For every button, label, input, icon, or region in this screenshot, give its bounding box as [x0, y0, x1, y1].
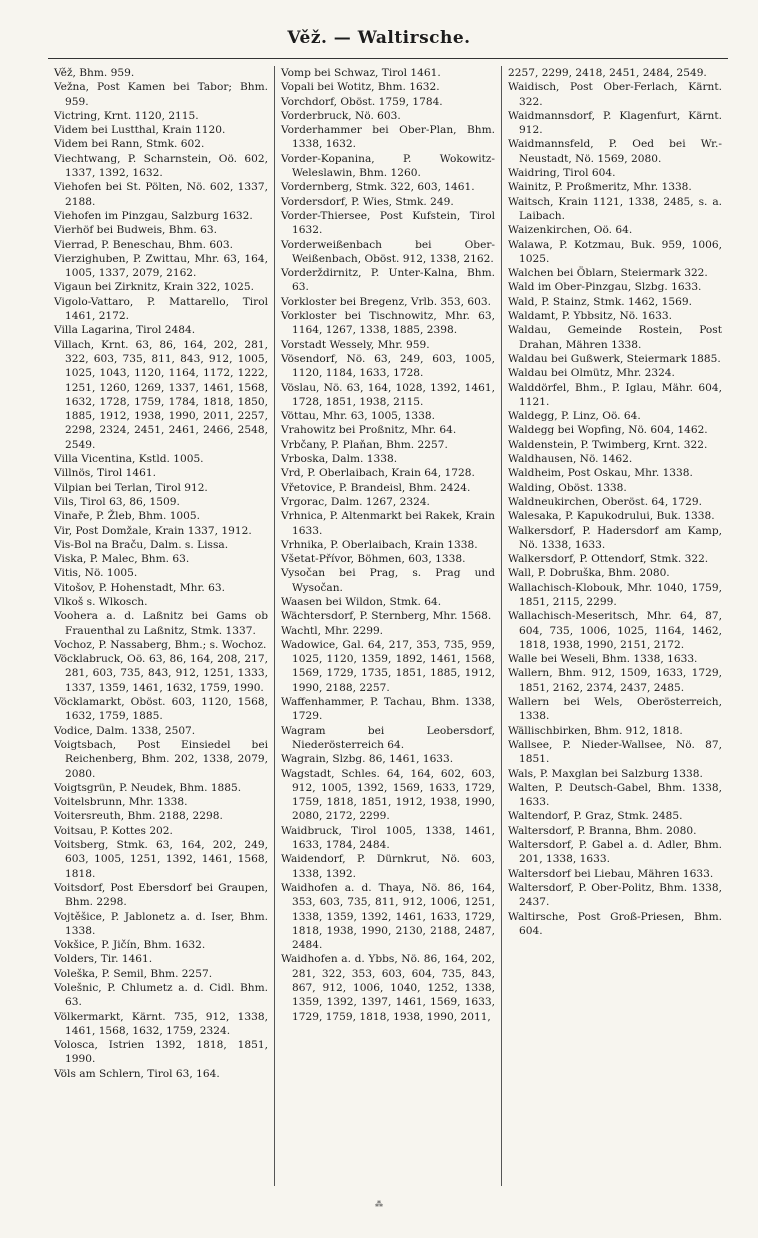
- index-entry: Wals, P. Maxglan bei Salzburg 1338.: [508, 767, 703, 780]
- index-entry: Vöcklamarkt, Oböst. 603, 1120, 1568, 1632, 1759, 1885.: [54, 696, 268, 723]
- index-entry: Walesaka, P. Kapukodrului, Buk. 1338.: [508, 510, 715, 523]
- index-entry: Waidring, Tirol 604.: [508, 167, 616, 180]
- index-entry: Villa Lagarina, Tirol 2484.: [54, 324, 196, 337]
- index-entry: Waidhofen a. d. Ybbs, Nö. 86, 164, 202, 281, 322, 353, 603, 604, 735, 843, 867, 912, 1006, 1040, 1252, 1338, 1359, 1392, 1397, 1461, 1569, 1633, 1729, 1759, 1818, 1938, 1990, 2011,: [281, 953, 495, 1023]
- index-entry: Vrd, P. Oberlaibach, Krain 64, 1728.: [281, 467, 475, 480]
- index-entry: Vöslau, Nö. 63, 164, 1028, 1392, 1461, 1728, 1851, 1938, 2115.: [281, 381, 495, 408]
- index-entry: Walawa, P. Kotzmau, Buk. 959, 1006, 1025.: [508, 238, 722, 265]
- index-entry: Walkersdorf, P. Ottendorf, Stmk. 322.: [508, 553, 709, 566]
- index-entry: Walddörfel, Bhm., P. Iglau, Mähr. 604, 1121.: [508, 381, 722, 408]
- index-entry: Wagram bei Leobersdorf, Niederösterreich 64.: [281, 724, 495, 751]
- index-entry: Vierzighuben, P. Zwittau, Mhr. 63, 164, 1005, 1337, 2079, 2162.: [54, 252, 268, 280]
- index-entry: Walding, Oböst. 1338.: [508, 481, 627, 494]
- index-entry: Waidmannsfeld, P. Oed bei Wr.-Neustadt, Nö. 1569, 2080.: [508, 138, 722, 165]
- index-entry: Wächtersdorf, P. Sternberg, Mhr. 1568.: [281, 610, 492, 623]
- index-entry: Waldau, Gemeinde Rostein, Post Drahan, Mähren 1338.: [508, 324, 722, 351]
- index-entry: Wallern bei Wels, Oberösterreich, 1338.: [508, 696, 722, 723]
- index-entry: Wällischbirken, Bhm. 912, 1818.: [508, 724, 683, 737]
- index-entry: Waltersdorf bei Liebau, Mähren 1633.: [508, 867, 714, 880]
- index-entry: Waldheim, Post Oskau, Mhr. 1338.: [508, 467, 693, 480]
- index-entry: Vöttau, Mhr. 63, 1005, 1338.: [281, 410, 435, 423]
- index-entry: Waldhausen, Nö. 1462.: [508, 453, 633, 466]
- index-entry: Waltersdorf, P. Ober-Politz, Bhm. 1338, 2437.: [508, 881, 722, 909]
- index-entry: Vrgorac, Dalm. 1267, 2324.: [281, 495, 430, 508]
- index-entry: Wachtl, Mhr. 2299.: [281, 624, 384, 637]
- index-entry: Waldau bei Gußwerk, Steiermark 1885.: [508, 352, 721, 365]
- index-entry: Vils, Tirol 63, 86, 1509.: [54, 495, 180, 508]
- index-entry: Vorder-Kopanina, P. Wokowitz-Weleslawin, Bhm. 1260.: [281, 152, 495, 180]
- index-entry: Waldamt, P. Ybbsitz, Nö. 1633.: [508, 310, 672, 323]
- index-entry: Waltersdorf, P. Gabel a. d. Adler, Bhm. 201, 1338, 1633.: [508, 839, 722, 866]
- index-entry: Vösendorf, Nö. 63, 249, 603, 1005, 1120, 1184, 1633, 1728.: [281, 352, 495, 380]
- index-entry: Waldegg bei Wopfing, Nö. 604, 1462.: [508, 424, 708, 437]
- index-entry: Wallern, Bhm. 912, 1509, 1633, 1729, 1851, 2162, 2374, 2437, 2485.: [508, 667, 722, 694]
- index-entry: Vorchdorf, Oböst. 1759, 1784.: [281, 95, 443, 108]
- index-entry: Vorderhammer bei Ober-Plan, Bhm. 1338, 1632.: [281, 124, 495, 151]
- index-entry: Vrhnika, P. Oberlaibach, Krain 1338.: [281, 538, 478, 551]
- index-entry: Viechtwang, P. Scharnstein, Oö. 602, 1337, 1392, 1632.: [54, 152, 268, 180]
- index-entry: Waidendorf, P. Dürnkrut, Nö. 603, 1338, 1392.: [281, 853, 495, 880]
- index-entry: Vorstadt Wessely, Mhr. 959.: [281, 338, 430, 351]
- index-entry: Vis-Bol na Braču, Dalm. s. Lissa.: [54, 538, 229, 551]
- index-entry: Vrhnica, P. Altenmarkt bei Rakek, Krain 1633.: [281, 510, 495, 537]
- index-entry: Vorderždirnitz, P. Unter-Kalna, Bhm. 63.: [281, 267, 495, 294]
- index-entry: Vežna, Post Kamen bei Tabor; Bhm. 959.: [54, 81, 268, 108]
- index-entry: Wald im Ober-Pinzgau, Slzbg. 1633.: [508, 281, 702, 294]
- index-entry: Vomp bei Schwaz, Tirol 1461.: [281, 67, 441, 79]
- column-middle: [274, 66, 501, 1186]
- index-entry: Waidbruck, Tirol 1005, 1338, 1461, 1633, 1784, 2484.: [281, 824, 495, 852]
- index-entry: Viehofen im Pinzgau, Salzburg 1632.: [54, 209, 253, 222]
- index-entry: Vysočan bei Prag, s. Prag und Wysočan.: [281, 567, 495, 594]
- index-entry: Vorderbruck, Nö. 603.: [281, 109, 401, 122]
- index-entry: Vorder-Thiersee, Post Kufstein, Tirol 1632.: [281, 209, 495, 237]
- index-entry: Waidhofen a. d. Thaya, Nö. 86, 164, 353, 603, 735, 811, 912, 1006, 1251, 1338, 1359, 1392, 1461, 1633, 1729, 1818, 1938, 1990, 2130, 2188, 2487, 2484.: [281, 881, 495, 952]
- index-entry: Walchen bei Öblarn, Steiermark 322.: [508, 267, 708, 280]
- index-entry: Vrbčany, P. Plaňan, Bhm. 2257.: [281, 438, 448, 451]
- column-right: [501, 66, 728, 1186]
- index-entry: Voitersreuth, Bhm. 2188, 2298.: [54, 810, 223, 823]
- index-entry: Waidisch, Post Ober-Ferlach, Kärnt. 322.: [508, 81, 722, 108]
- index-entry: Vlkoš s. Wlkosch.: [54, 595, 148, 608]
- index-entry: Wald, P. Stainz, Stmk. 1462, 1569.: [508, 295, 692, 308]
- index-entry: Walle bei Weseli, Bhm. 1338, 1633.: [508, 653, 698, 666]
- index-entry: Vodice, Dalm. 1338, 2507.: [54, 724, 196, 737]
- index-entry: Waldau bei Olmütz, Mhr. 2324.: [508, 367, 675, 380]
- page-header: Věž. — Waltirsche.: [287, 28, 471, 48]
- index-entry: Vřetovice, P. Brandeisl, Bhm. 2424.: [281, 481, 471, 494]
- index-entry: Volešnic, P. Chlumetz a. d. Cidl. Bhm. 63.: [54, 982, 268, 1009]
- index-entry: Vigolo-Vattaro, P. Mattarello, Tirol 1461, 2172.: [54, 295, 268, 323]
- index-entry: Wallachisch-Meseritsch, Mhr. 64, 87, 604, 735, 1006, 1025, 1164, 1462, 1818, 1938, 1990, 2151, 2172.: [508, 610, 722, 651]
- index-entry: Wall, P. Dobruška, Bhm. 2080.: [508, 567, 670, 580]
- footer-mark: ⁂: [375, 1200, 383, 1209]
- index-columns: [48, 66, 728, 1186]
- index-entry: Waldegg, P. Linz, Oö. 64.: [508, 410, 641, 423]
- index-entry: Volosca, Istrien 1392, 1818, 1851, 1990.: [54, 1039, 268, 1066]
- index-entry: Vierrad, P. Beneschau, Bhm. 603.: [54, 238, 233, 251]
- index-entry: Vojtěšice, P. Jablonetz a. d. Iser, Bhm. 1338.: [54, 910, 268, 937]
- index-entry: Vorkloster bei Bregenz, Vrlb. 353, 603.: [281, 295, 491, 308]
- index-entry: Waidmannsdorf, P. Klagenfurt, Kärnt. 912.: [508, 109, 722, 137]
- index-entry: Villach, Krnt. 63, 86, 164, 202, 281, 322, 603, 735, 811, 843, 912, 1005, 1025, 1043, 1120, 1164, 1172, 1222, 1251, 1260, 1269, 1337, 1461, 1568, 1632, 1728, 1759, 1784, 1818, 1850, 1885, 1912, 1938, 1990, 2011, 2257, 2298, 2324, 2451, 2461, 2466, 2548, 2549.: [54, 338, 268, 451]
- index-entry: Walten, P. Deutsch-Gabel, Bhm. 1338, 1633.: [508, 781, 722, 809]
- index-entry: Vrahowitz bei Proßnitz, Mhr. 64.: [281, 424, 457, 437]
- index-entry: Videm bei Rann, Stmk. 602.: [54, 138, 205, 151]
- index-entry: Waltersdorf, P. Branna, Bhm. 2080.: [508, 824, 697, 837]
- index-entry: Vorderweißenbach bei Ober-Weißenbach, Oböst. 912, 1338, 2162.: [281, 238, 495, 265]
- index-entry: Vinaře, P. Žleb, Bhm. 1005.: [54, 510, 201, 523]
- index-entry: Wagstadt, Schles. 64, 164, 602, 603, 912, 1005, 1392, 1569, 1633, 1729, 1759, 1818, 1851, 1912, 1938, 1990, 2080, 2172, 2299.: [281, 767, 495, 823]
- index-entry: Vigaun bei Zirknitz, Krain 322, 1025.: [54, 281, 254, 294]
- index-entry: Vitis, Nö. 1005.: [54, 567, 138, 580]
- index-entry: Wadowice, Gal. 64, 217, 353, 735, 959, 1025, 1120, 1359, 1892, 1461, 1568, 1569, 1729, 1735, 1851, 1885, 1912, 1990, 2188, 2257.: [281, 638, 495, 694]
- index-entry: Voleška, P. Semil, Bhm. 2257.: [54, 967, 213, 980]
- index-entry: Voitsberg, Stmk. 63, 164, 202, 249, 603, 1005, 1251, 1392, 1461, 1568, 1818.: [54, 839, 268, 880]
- index-entry: Wainitz, P. Proßmeritz, Mhr. 1338.: [508, 181, 692, 194]
- header-rule: [48, 58, 728, 59]
- index-entry: Vir, Post Domžale, Krain 1337, 1912.: [54, 524, 252, 537]
- index-entry: Voitelsbrunn, Mhr. 1338.: [54, 796, 188, 809]
- index-entry: Věž, Bhm. 959.: [54, 67, 135, 79]
- index-entry: Vöcklabruck, Oö. 63, 86, 164, 208, 217, 281, 603, 735, 843, 912, 1251, 1333, 1337, 1359, 1461, 1632, 1759, 1990.: [54, 653, 268, 694]
- index-entry: Vopali bei Wotitz, Bhm. 1632.: [281, 81, 440, 94]
- index-entry: Vokšice, P. Jičín, Bhm. 1632.: [54, 939, 206, 952]
- index-entry: Viehofen bei St. Pölten, Nö. 602, 1337, 2188.: [54, 181, 268, 208]
- index-entry: Völkermarkt, Kärnt. 735, 912, 1338, 1461, 1568, 1632, 1759, 2324.: [54, 1010, 268, 1037]
- index-entry: Waasen bei Wildon, Stmk. 64.: [281, 595, 442, 608]
- index-entry: Voitsdorf, Post Ebersdorf bei Graupen, Bhm. 2298.: [54, 881, 268, 909]
- index-entry: Waltendorf, P. Graz, Stmk. 2485.: [508, 810, 683, 823]
- index-entry: Vrboska, Dalm. 1338.: [281, 453, 398, 466]
- index-entry: Všetat-Přívor, Böhmen, 603, 1338.: [281, 553, 466, 566]
- index-entry: Villnös, Tirol 1461.: [54, 467, 156, 480]
- index-entry: Waizenkirchen, Oö. 64.: [508, 224, 633, 237]
- index-entry: Waldneukirchen, Oberöst. 64, 1729.: [508, 495, 702, 508]
- index-entry: Volders, Tir. 1461.: [54, 953, 153, 966]
- index-entry: Vorkloster bei Tischnowitz, Mhr. 63, 1164, 1267, 1338, 1885, 2398.: [281, 310, 495, 337]
- index-entry: Voohera a. d. Laßnitz bei Gams ob Frauenthal zu Laßnitz, Stmk. 1337.: [54, 610, 268, 637]
- index-entry: Vordersdorf, P. Wies, Stmk. 249.: [281, 195, 454, 208]
- index-entry: Waldenstein, P. Twimberg, Krnt. 322.: [508, 438, 708, 451]
- index-entry: Voigtsgrün, P. Neudek, Bhm. 1885.: [54, 781, 242, 794]
- index-entry: Vordernberg, Stmk. 322, 603, 1461.: [281, 181, 475, 194]
- index-entry: Vitošov, P. Hohenstadt, Mhr. 63.: [54, 581, 225, 594]
- index-entry: Vochoz, P. Nassaberg, Bhm.; s. Wochoz.: [54, 638, 267, 651]
- index-entry: Vierhöf bei Budweis, Bhm. 63.: [54, 224, 218, 237]
- index-entry: Waffenhammer, P. Tachau, Bhm. 1338, 1729.: [281, 696, 495, 723]
- index-entry: Waitsch, Krain 1121, 1338, 2485, s. a. Laibach.: [508, 195, 722, 222]
- index-entry: Wagrain, Slzbg. 86, 1461, 1633.: [281, 753, 454, 766]
- index-entry: Victring, Krnt. 1120, 2115.: [54, 109, 199, 122]
- index-entry: Wallsee, P. Nieder-Wallsee, Nö. 87, 1851.: [508, 738, 722, 766]
- index-entry: Walkersdorf, P. Hadersdorf am Kamp, Nö. 1338, 1633.: [508, 524, 722, 551]
- index-entry: Villa Vicentina, Kstld. 1005.: [54, 453, 204, 466]
- index-entry: Völs am Schlern, Tirol 63, 164.: [54, 1067, 220, 1080]
- index-entry: Voigtsbach, Post Einsiedel bei Reichenberg, Bhm. 202, 1338, 2079, 2080.: [54, 738, 268, 780]
- index-entry: Vilpian bei Terlan, Tirol 912.: [54, 481, 208, 494]
- index-entry: Voitsau, P. Kottes 202.: [54, 824, 173, 837]
- index-entry: Videm bei Lustthal, Krain 1120.: [54, 124, 226, 137]
- index-entry: Viska, P. Malec, Bhm. 63.: [54, 553, 190, 566]
- index-entry: 2257, 2299, 2418, 2451, 2484, 2549.: [508, 67, 707, 79]
- index-entry: Waltirsche, Post Groß-Priesen, Bhm. 604.: [508, 910, 722, 937]
- index-entry: Wallachisch-Klobouk, Mhr. 1040, 1759, 1851, 2115, 2299.: [508, 581, 722, 608]
- column-left: [48, 66, 274, 1186]
